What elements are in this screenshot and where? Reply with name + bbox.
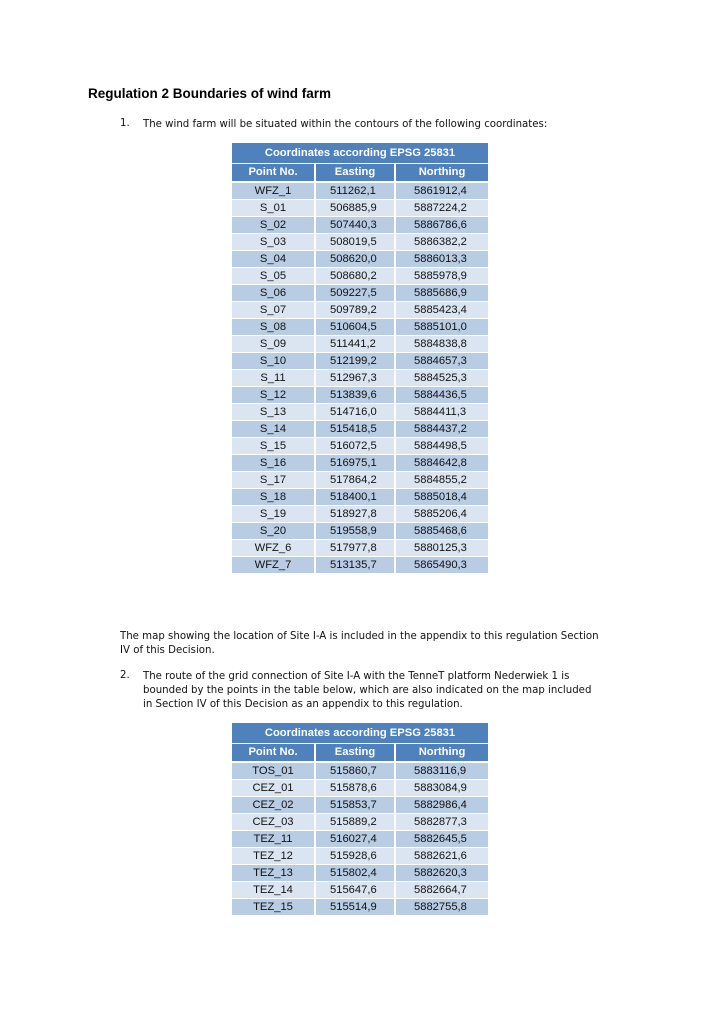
cell-easting: 508019,5 (315, 234, 395, 251)
table-row (232, 523, 488, 540)
map-paragraph-line-2: IV of this Decision. (120, 645, 215, 656)
table-row (232, 540, 488, 557)
table-row (232, 506, 488, 523)
cell-northing: 5882877,3 (395, 814, 488, 831)
cell-northing: 5880125,3 (395, 540, 488, 557)
cell-easting: 506885,9 (315, 200, 395, 217)
cell-northing: 5885101,0 (395, 319, 488, 336)
cell-easting: 517977,8 (315, 540, 395, 557)
cell-point-no: S_10 (232, 353, 315, 370)
table-row (232, 831, 488, 848)
cell-easting: 515928,6 (315, 848, 395, 865)
cell-point-no: WFZ_7 (232, 557, 315, 574)
cell-point-no: TEZ_14 (232, 882, 315, 899)
cell-point-no: S_04 (232, 251, 315, 268)
cell-point-no: S_15 (232, 438, 315, 455)
cell-northing: 5882620,3 (395, 865, 488, 882)
cell-northing: 5885206,4 (395, 506, 488, 523)
cell-northing: 5882621,6 (395, 848, 488, 865)
item-2-line-3: in Section IV of this Decision as an appendix to this regulation. (143, 699, 463, 710)
column-header-northing: Northing (395, 164, 488, 183)
cell-easting: 509227,5 (315, 285, 395, 302)
cell-point-no: TEZ_12 (232, 848, 315, 865)
cell-point-no: S_16 (232, 455, 315, 472)
cell-point-no: S_18 (232, 489, 315, 506)
coordinates-table-grid-connection (232, 723, 488, 916)
cell-northing: 5886382,2 (395, 234, 488, 251)
table-row (232, 557, 488, 574)
cell-point-no: S_20 (232, 523, 315, 540)
cell-northing: 5883084,9 (395, 780, 488, 797)
table-row (232, 865, 488, 882)
cell-easting: 508680,2 (315, 268, 395, 285)
cell-point-no: TEZ_13 (232, 865, 315, 882)
table-row (232, 455, 488, 472)
cell-northing: 5885018,4 (395, 489, 488, 506)
table-body (232, 182, 488, 574)
table-row (232, 472, 488, 489)
table-row (232, 404, 488, 421)
cell-northing: 5884855,2 (395, 472, 488, 489)
cell-northing: 5886786,6 (395, 217, 488, 234)
cell-northing: 5885423,4 (395, 302, 488, 319)
cell-northing: 5884838,8 (395, 336, 488, 353)
cell-easting: 509789,2 (315, 302, 395, 319)
cell-northing: 5882986,4 (395, 797, 488, 814)
column-header-point: Point No. (232, 164, 315, 183)
table-row (232, 780, 488, 797)
table-row (232, 814, 488, 831)
cell-northing: 5882664,7 (395, 882, 488, 899)
cell-northing: 5885686,9 (395, 285, 488, 302)
table-row (232, 353, 488, 370)
cell-point-no: S_08 (232, 319, 315, 336)
cell-easting: 508620,0 (315, 251, 395, 268)
column-header-northing: Northing (395, 744, 488, 763)
cell-northing: 5886013,3 (395, 251, 488, 268)
cell-easting: 515878,6 (315, 780, 395, 797)
table-row (232, 251, 488, 268)
cell-point-no: S_12 (232, 387, 315, 404)
cell-easting: 515647,6 (315, 882, 395, 899)
item-1-number: 1. (120, 118, 130, 129)
table-row (232, 370, 488, 387)
cell-easting: 516027,4 (315, 831, 395, 848)
cell-easting: 518927,8 (315, 506, 395, 523)
cell-easting: 518400,1 (315, 489, 395, 506)
column-header-point: Point No. (232, 744, 315, 763)
cell-point-no: CEZ_03 (232, 814, 315, 831)
cell-point-no: S_19 (232, 506, 315, 523)
table-title: Coordinates according EPSG 25831 (232, 143, 488, 164)
cell-northing: 5882755,8 (395, 899, 488, 916)
table-row (232, 285, 488, 302)
cell-point-no: S_05 (232, 268, 315, 285)
table-row (232, 302, 488, 319)
cell-point-no: S_06 (232, 285, 315, 302)
cell-northing: 5887224,2 (395, 200, 488, 217)
cell-point-no: TOS_01 (232, 762, 315, 780)
cell-point-no: S_17 (232, 472, 315, 489)
cell-point-no: CEZ_02 (232, 797, 315, 814)
table-row (232, 882, 488, 899)
cell-easting: 519558,9 (315, 523, 395, 540)
cell-easting: 515418,5 (315, 421, 395, 438)
cell-easting: 515514,9 (315, 899, 395, 916)
cell-easting: 516072,5 (315, 438, 395, 455)
section-heading: Regulation 2 Boundaries of wind farm (88, 86, 332, 101)
cell-easting: 517864,2 (315, 472, 395, 489)
table-row (232, 797, 488, 814)
cell-northing: 5884411,3 (395, 404, 488, 421)
cell-point-no: CEZ_01 (232, 780, 315, 797)
cell-easting: 513135,7 (315, 557, 395, 574)
table-row (232, 421, 488, 438)
cell-northing: 5885468,6 (395, 523, 488, 540)
cell-easting: 515802,4 (315, 865, 395, 882)
table-row (232, 848, 488, 865)
cell-easting: 515853,7 (315, 797, 395, 814)
cell-easting: 512967,3 (315, 370, 395, 387)
cell-northing: 5861912,4 (395, 182, 488, 200)
item-2-number: 2. (120, 670, 130, 681)
cell-easting: 516975,1 (315, 455, 395, 472)
cell-point-no: WFZ_6 (232, 540, 315, 557)
cell-northing: 5884436,5 (395, 387, 488, 404)
table-row (232, 438, 488, 455)
cell-easting: 515860,7 (315, 762, 395, 780)
table-row (232, 762, 488, 780)
cell-point-no: TEZ_11 (232, 831, 315, 848)
cell-point-no: S_09 (232, 336, 315, 353)
table-row (232, 234, 488, 251)
cell-point-no: S_01 (232, 200, 315, 217)
table-row (232, 217, 488, 234)
table-row (232, 268, 488, 285)
cell-easting: 513839,6 (315, 387, 395, 404)
cell-northing: 5884642,8 (395, 455, 488, 472)
column-header-easting: Easting (315, 164, 395, 183)
table-row (232, 489, 488, 506)
cell-point-no: TEZ_15 (232, 899, 315, 916)
cell-northing: 5882645,5 (395, 831, 488, 848)
cell-easting: 512199,2 (315, 353, 395, 370)
cell-northing: 5865490,3 (395, 557, 488, 574)
map-paragraph-line-1: The map showing the location of Site I-A is included in the appendix to this regulation Section (120, 631, 599, 642)
table-row (232, 182, 488, 200)
cell-easting: 511441,2 (315, 336, 395, 353)
table-row (232, 899, 488, 916)
cell-easting: 511262,1 (315, 182, 395, 200)
item-2-line-1: The route of the grid connection of Site I-A with the TenneT platform Nederwiek 1 is (143, 671, 570, 682)
cell-northing: 5884525,3 (395, 370, 488, 387)
table-row (232, 200, 488, 217)
cell-point-no: S_14 (232, 421, 315, 438)
cell-point-no: WFZ_1 (232, 182, 315, 200)
cell-easting: 510604,5 (315, 319, 395, 336)
cell-easting: 514716,0 (315, 404, 395, 421)
cell-northing: 5884498,5 (395, 438, 488, 455)
cell-northing: 5883116,9 (395, 762, 488, 780)
cell-point-no: S_13 (232, 404, 315, 421)
cell-northing: 5884437,2 (395, 421, 488, 438)
cell-northing: 5884657,3 (395, 353, 488, 370)
table-row (232, 387, 488, 404)
item-1-text: The wind farm will be situated within the contours of the following coordinates: (143, 119, 548, 130)
cell-point-no: S_07 (232, 302, 315, 319)
cell-point-no: S_11 (232, 370, 315, 387)
cell-easting: 507440,3 (315, 217, 395, 234)
cell-point-no: S_02 (232, 217, 315, 234)
cell-point-no: S_03 (232, 234, 315, 251)
table-row (232, 336, 488, 353)
table-body (232, 762, 488, 916)
coordinates-table-wind-farm (232, 143, 488, 574)
table-title: Coordinates according EPSG 25831 (232, 723, 488, 744)
cell-easting: 515889,2 (315, 814, 395, 831)
item-2-line-2: bounded by the points in the table below, which are also indicated on the map included (143, 685, 592, 696)
column-header-easting: Easting (315, 744, 395, 763)
table-row (232, 319, 488, 336)
cell-northing: 5885978,9 (395, 268, 488, 285)
